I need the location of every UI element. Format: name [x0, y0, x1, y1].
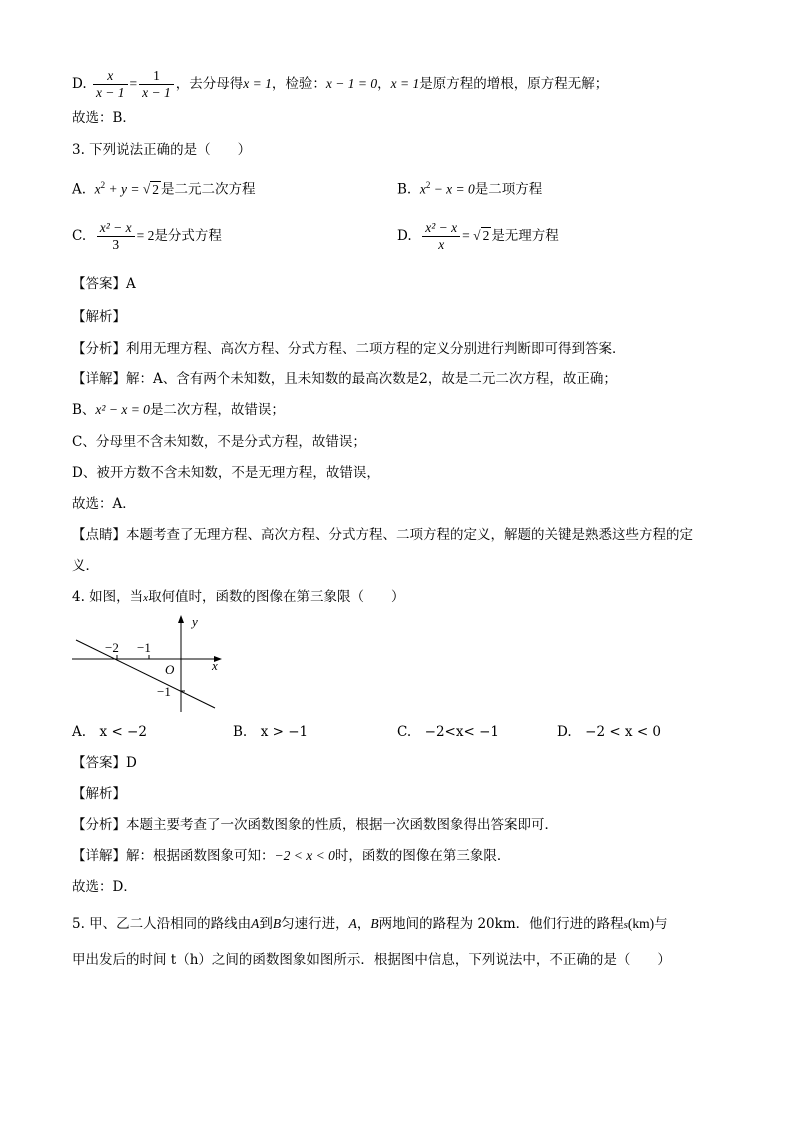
x-axis-label: x — [212, 658, 218, 673]
q2-choose: 故选：B． — [72, 110, 136, 126]
q3-a-sqrt: 2 — [152, 181, 160, 197]
tick-label-minus-2: −2 — [105, 640, 119, 655]
q4-stem: 4. 如图，当x取何值时，函数的图像在第三象限（ ） — [72, 589, 405, 605]
q4-xiangjie: 【详解】解：根据函数图象可知：−2 < x < 0时，函数的图像在第三象限． — [72, 848, 511, 864]
q2-d-label: D. — [72, 76, 87, 92]
q4-option-c: C. −2<x< −1 — [397, 724, 499, 740]
q4-choose: 故选：D． — [72, 879, 137, 895]
q3-c-fraction: $\frac{\text{x² − x}}{3}$ — [97, 220, 135, 253]
q3-line-d: D、被开方数不含未知数，不是无理方程，故错误， — [72, 465, 380, 481]
q3-option-d: D. $\frac{\text{x² − x}}{x}$ = √ 2 是无理方程 — [397, 220, 559, 252]
q3-analysis-heading: 【解析】 — [72, 309, 126, 325]
q3-option-a: A. $x^2 + y$ = √ 2 是二元二次方程 — [72, 180, 256, 198]
q2-d-fraction-2: $\frac{1}{x - 1}$ — [139, 68, 174, 101]
q3-stem: 3. 下列说法正确的是（ ） — [72, 142, 252, 158]
q3-d-sqrt: 2 — [482, 228, 490, 243]
origin-label: O — [165, 662, 175, 677]
q3-option-c: C. $\frac{\text{x² − x}}{3}$ = 2是分式方程 — [72, 220, 222, 252]
q3-choose: 故选：A． — [72, 496, 136, 512]
y-axis-arrow-icon — [178, 615, 184, 623]
q4-option-b: B. x > −1 — [233, 724, 309, 740]
q3-line-c: C、分母里不含未知数，不是分式方程，故错误； — [72, 434, 366, 450]
q5-stem-line-2: 甲出发后的时间 t（h）之间的函数图象如图所示．根据图中信息，下列说法中，不正确的是（ ） — [72, 952, 671, 968]
q4-option-a: A. x < −2 — [72, 724, 147, 740]
q4-fenxi: 【分析】本题主要考查了一次函数图象的性质，根据一次函数图象得出答案即可． — [72, 817, 558, 833]
q3-option-b: B. $x^2 - x = 0$是二项方程 — [397, 180, 543, 198]
q3-fenxi: 【分析】利用无理方程、高次方程、分式方程、二项方程的定义分别进行判断即可得到答案． — [72, 341, 626, 357]
q2-d-fraction-1: $\frac{x}{x - 1}$ — [93, 68, 128, 101]
q3-answer: 【答案】A — [72, 276, 136, 292]
q2-option-d: D. $\frac{x}{x - 1}$ = $\frac{1}{x - 1}$ ，去分母得x = 1，检验：x − 1 = 0，x = 1是原方程的增根，原方程无解； — [72, 68, 609, 100]
y-axis-label: y — [192, 614, 198, 629]
q3-d-fraction: $\frac{\text{x² − x}}{x}$ — [422, 220, 460, 253]
q3-line-b: B、x² − x = 0是二次方程，故错误； — [72, 402, 285, 418]
q4-option-d: D. −2 < x < 0 — [557, 724, 662, 740]
q3-dianjing-1: 【点睛】本题考查了无理方程、高次方程、分式方程、二项方程的定义，解题的关键是熟悉这些方程的定 — [72, 527, 693, 543]
tick-label-y-minus-1: −1 — [157, 684, 171, 699]
q3-dianjing-2: 义． — [72, 558, 99, 574]
q5-stem-line-1: 5. 甲、乙二人沿相同的路线由A到B匀速行进，A，B两地间的路程为 20km．他们行进的路程s(km)与 — [72, 916, 668, 932]
tick-label-minus-1: −1 — [137, 640, 151, 655]
q4-answer: 【答案】D — [72, 755, 137, 771]
q4-function-graph — [72, 612, 232, 714]
q3-xiangjie: 【详解】解：A、含有两个未知数，且未知数的最高次数是2，故是二元二次方程，故正确； — [72, 371, 617, 387]
q4-analysis-heading: 【解析】 — [72, 786, 126, 802]
